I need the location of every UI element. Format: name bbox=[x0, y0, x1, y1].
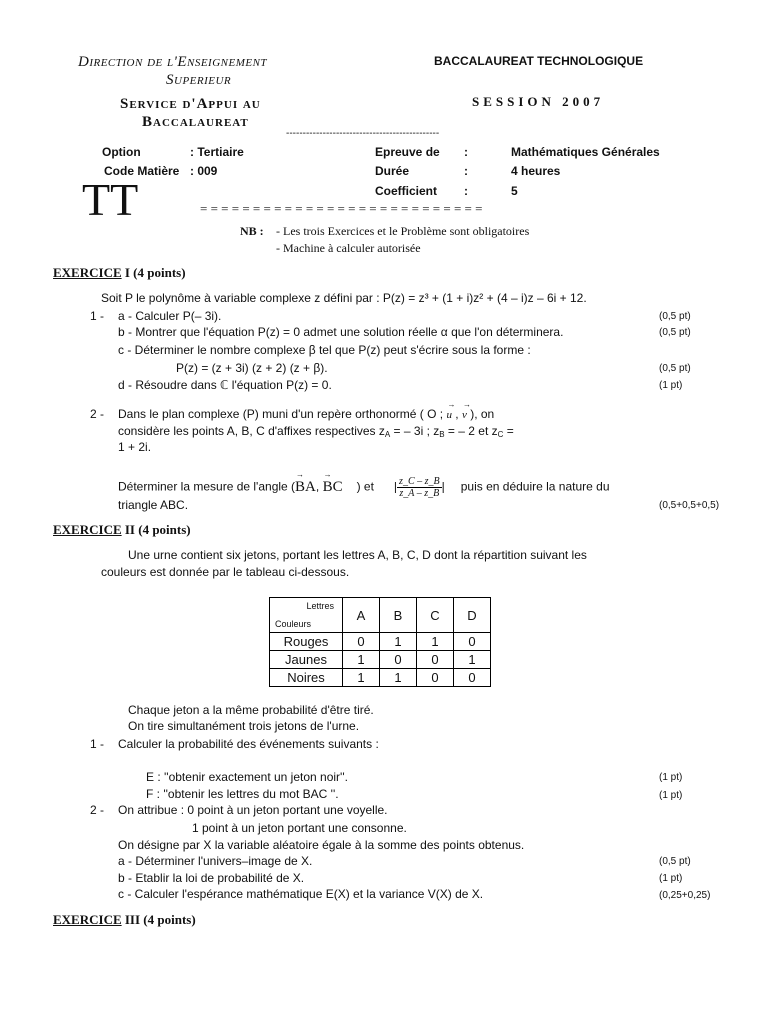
exercise-1-title-points: I (4 points) bbox=[121, 265, 186, 280]
exercise-2-title-word: EXERCICE bbox=[53, 522, 122, 537]
ratio-numerator: z_C – z_B bbox=[399, 476, 440, 487]
urn-table bbox=[269, 597, 491, 687]
header-rule: ---------------------------------------------- bbox=[286, 128, 440, 139]
ex1-q2-line4-text: Déterminer la mesure de l'angle ( bbox=[118, 479, 296, 494]
ex1-q2-num: 2 - bbox=[90, 407, 105, 421]
zB-sub: B bbox=[439, 430, 445, 439]
vector-BA: → BA bbox=[295, 479, 316, 496]
header-couleurs: Couleurs bbox=[275, 619, 312, 629]
table-cell: 1 bbox=[454, 651, 491, 669]
ex2-q2-line2: 1 point à un jeton portant une consonne. bbox=[192, 821, 407, 835]
ex1-q2-line1-text: Dans le plan complexe (P) muni d'un repère orthonormé ( O ; bbox=[118, 407, 444, 421]
ex1-q1c-formula: P(z) = (z + 3i) (z + 2) (z + β). bbox=[176, 361, 328, 375]
ex2-q1-num: 1 - bbox=[90, 737, 105, 751]
exercise-3-title bbox=[53, 912, 196, 928]
ex1-q2-line1: Dans le plan complexe (P) muni d'un repère orthonormé ( O ; → u , → v ), on bbox=[118, 407, 494, 421]
table-cell: 1 bbox=[343, 651, 380, 669]
code-label: Code Matière bbox=[104, 164, 180, 178]
table-row bbox=[270, 633, 491, 651]
coef-label: Coefficient bbox=[375, 184, 438, 198]
exercise-1-title-word: EXERCICE bbox=[53, 265, 122, 280]
ex2-q2c: c - Calculer l'espérance mathématique E(X) et la variance V(X) de X. bbox=[118, 887, 484, 901]
session-year: SESSION 2007 bbox=[472, 94, 605, 109]
ex2-pts-a: (0,5 pt) bbox=[659, 856, 691, 867]
ex1-q2-line4: Déterminer la mesure de l'angle (→ BA, → BC ) et | $\frac{z\_C - z\_B}{z\_A - z\_B}$ | puis en déduire la nature du bbox=[118, 476, 610, 499]
ex1-pts-2: (0,5+0,5+0,5) bbox=[659, 500, 720, 511]
table-row bbox=[270, 651, 491, 669]
col-header-d: D bbox=[454, 598, 491, 633]
option-label: Option bbox=[102, 145, 141, 159]
exercise-2-title bbox=[53, 522, 191, 538]
ex1-q2-line2-text: considère les points A, B, C d'affixes respectives z bbox=[118, 424, 385, 438]
nb-line-2: - Machine à calculer autorisée bbox=[276, 241, 421, 255]
ex1-q2-line5: triangle ABC. bbox=[118, 498, 189, 512]
table-cell: 1 bbox=[380, 669, 417, 687]
coef-colon: : bbox=[464, 184, 468, 198]
ex1-q2-line3: 1 + 2i. bbox=[118, 440, 152, 454]
coef-value: 5 bbox=[511, 184, 518, 198]
zB-value: = – 2 et z bbox=[444, 424, 498, 438]
vector-u: → u bbox=[446, 409, 452, 421]
ex2-p1: Chaque jeton a la même probabilité d'être tiré. bbox=[128, 703, 374, 717]
ex2-q2a: a - Déterminer l'univers–image de X. bbox=[118, 854, 313, 868]
table-corner-header bbox=[270, 598, 343, 633]
direction-line-1: Direction de l'Enseignement bbox=[78, 54, 268, 70]
direction-line-2: Superieur bbox=[166, 72, 232, 88]
event-e: E : ''obtenir exactement un jeton noir''. bbox=[146, 770, 348, 784]
service-line-1: Service d'Appui au bbox=[120, 96, 261, 112]
option-value: : Tertiaire bbox=[190, 145, 244, 159]
ratio-denominator: z_A – z_B bbox=[399, 488, 440, 499]
ex2-p2: On tire simultanément trois jetons de l'urne. bbox=[128, 719, 360, 733]
series-code: TT bbox=[82, 174, 139, 225]
ex2-q1: Calculer la probabilité des événements suivants : bbox=[118, 737, 379, 751]
ex2-pts-e: (1 pt) bbox=[659, 772, 683, 783]
ex2-q2-num: 2 - bbox=[90, 803, 105, 817]
nb-line-1: - Les trois Exercices et le Problème sont obligatoires bbox=[276, 224, 530, 238]
header-lettres: Lettres bbox=[306, 601, 334, 611]
zC-sub: C bbox=[497, 430, 504, 439]
epreuve-label: Epreuve de bbox=[375, 145, 440, 159]
service-line-2: Baccalaureat bbox=[142, 114, 249, 130]
ex2-pts-f: (1 pt) bbox=[659, 790, 683, 801]
table-cell: 0 bbox=[454, 669, 491, 687]
ex1-pts-b: (0,5 pt) bbox=[659, 327, 691, 338]
table-cell: 0 bbox=[380, 651, 417, 669]
table-cell: 0 bbox=[417, 651, 454, 669]
duree-colon: : bbox=[464, 164, 468, 178]
ex2-q2b: b - Etablir la loi de probabilité de X. bbox=[118, 871, 305, 885]
row-label-noires: Noires bbox=[270, 669, 343, 687]
table-cell: 0 bbox=[454, 633, 491, 651]
duree-label: Durée bbox=[375, 164, 410, 178]
table-cell: 1 bbox=[380, 633, 417, 651]
col-header-c: C bbox=[417, 598, 454, 633]
ex2-intro-2: couleurs est donnée par le tableau ci-dessous. bbox=[101, 565, 350, 579]
ex1-q1c: c - Déterminer le nombre complexe β tel que P(z) peut s'écrire sous la forme : bbox=[118, 343, 531, 357]
col-header-a: A bbox=[343, 598, 380, 633]
epreuve-colon: : bbox=[464, 145, 468, 159]
equals-rule: = = = = = = = = = = = = = = = = = = = = = = = = = = = bbox=[200, 201, 483, 216]
bac-title: BACCALAUREAT TECHNOLOGIQUE bbox=[434, 54, 644, 68]
exercise-2-title-points: II (4 points) bbox=[121, 522, 191, 537]
ex1-intro: Soit P le polynôme à variable complexe z défini par : P(z) = z³ + (1 + i)z² + (4 – i)z – 6i + 12. bbox=[101, 291, 587, 305]
ex1-q2-line1-end: ), on bbox=[470, 407, 495, 421]
ex2-q2-line3: On désigne par X la variable aléatoire égale à la somme des points obtenus. bbox=[118, 838, 525, 852]
row-label-jaunes: Jaunes bbox=[270, 651, 343, 669]
zC-value: = bbox=[503, 424, 514, 438]
ex2-intro-1: Une urne contient six jetons, portant les lettres A, B, C, D dont la répartition suivant les bbox=[128, 548, 587, 562]
table-cell: 1 bbox=[343, 669, 380, 687]
ex1-pts-d: (1 pt) bbox=[659, 380, 683, 391]
col-header-b: B bbox=[380, 598, 417, 633]
ex1-q1-num: 1 - bbox=[90, 309, 105, 323]
ex1-q2-line4-and: ) et bbox=[356, 479, 374, 494]
ex1-q1a: a - Calculer P(– 3i). bbox=[118, 309, 222, 323]
epreuve-value: Mathématiques Générales bbox=[511, 145, 660, 159]
exercise-3-title-word: EXERCICE bbox=[53, 912, 122, 927]
nb-label: NB : bbox=[240, 224, 264, 238]
ex1-q2-line4-end: puis en déduire la nature du bbox=[460, 479, 610, 494]
event-f: F : ''obtenir les lettres du mot BAC ''. bbox=[146, 787, 339, 801]
duree-value: 4 heures bbox=[511, 164, 561, 178]
ex1-q2-line2 bbox=[118, 424, 514, 439]
table-cell: 1 bbox=[417, 633, 454, 651]
ex2-pts-b: (1 pt) bbox=[659, 873, 683, 884]
row-label-rouges: Rouges bbox=[270, 633, 343, 651]
ex1-q1b: b - Montrer que l'équation P(z) = 0 admet une solution réelle α que l'on déterminera. bbox=[118, 325, 564, 339]
code-value: : 009 bbox=[190, 164, 218, 178]
ex1-pts-c: (0,5 pt) bbox=[659, 363, 691, 374]
exercise-3-title-points: III (4 points) bbox=[121, 912, 196, 927]
table-cell: 0 bbox=[343, 633, 380, 651]
vector-BC: → BC bbox=[323, 479, 343, 496]
table-cell: 0 bbox=[417, 669, 454, 687]
ex1-q1d: d - Résoudre dans ℂ l'équation P(z) = 0. bbox=[118, 378, 332, 392]
exercise-1-title bbox=[53, 265, 186, 281]
vector-v: → v bbox=[462, 409, 467, 421]
table-row bbox=[270, 669, 491, 687]
zA-sub: A bbox=[384, 430, 391, 439]
ex2-pts-c: (0,25+0,25) bbox=[659, 890, 711, 901]
ex1-pts-a: (0,5 pt) bbox=[659, 311, 691, 322]
ex2-q2-line1: On attribue : 0 point à un jeton portant une voyelle. bbox=[118, 803, 388, 817]
modulus-ratio bbox=[397, 476, 442, 499]
zA-value: = – 3i ; z bbox=[390, 424, 440, 438]
